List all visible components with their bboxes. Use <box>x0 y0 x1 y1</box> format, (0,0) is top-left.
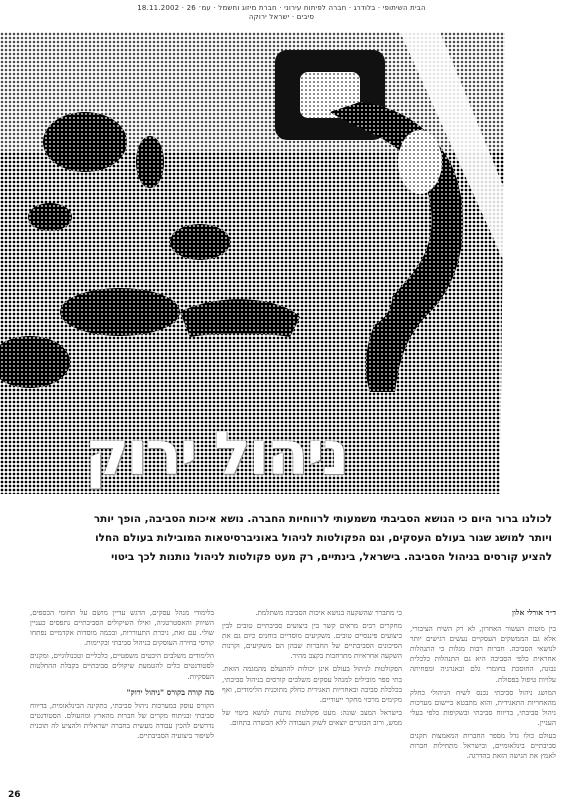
running-header <box>0 0 563 32</box>
article-column-left <box>30 608 214 788</box>
article-headline: ניהול ירוק <box>84 419 348 489</box>
lede-line: ויותר למושג שגור בעולם העסקים, וגם הפקולטות לניהול באוניברסיטאות המובילות בעולם החלו <box>95 532 552 544</box>
article-column-right <box>410 608 556 788</box>
lede-line: לכולנו ברור היום כי הנושא הסביבתי משמעותי לרווחיות החברה. נושא איכות הסביבה, הופך יותר <box>93 513 552 525</box>
paragraph: המושג ניהול סביבתי נכנס לשיח הניהולי כחלק מהאחריות התאגידית, והוא מתבטא ביישום מערכות ניהול סביבתי, בדיווח סביבתי ובשקיפות כלפי בעלי העניין. <box>410 687 556 727</box>
paragraph: הקורס עוסק במערכות ניהול סביבתי, בתקינה הבינלאומית, בדיווח סביבתי ובניתוח מקרים של חברות מהארץ ומהעולם. הסטודנטים נדרשים להכין עבודה מעשית בחברה ישראלית ולהציע לה תוכנית לשיפור ביצועיה הסביבתיים. <box>30 700 214 741</box>
paragraph: בין מוטות העשור האחרון, לא רק השיח הציבורי, אלא גם הממשקים העסקיים נעשים רגישים יותר לנושאי הסביבה. חברות רבות מגלות כי התנהלות אחראית כלפי הסביבה היא גם התנהלות כלכלית נבונה, החוסכת בחומרי גלם ובאנרגיה ומפחיתה עלויות טיפול בפסולת. <box>410 624 556 684</box>
paragraph: הלימודים משלבים היבטים משפטיים, כלכליים וטכנולוגיים, ומקנים לסטודנטים כלים להטמעת שיקולים סביבתיים בקבלת ההחלטות העסקיות. <box>30 651 214 681</box>
paragraph: בישראל המצב שונה: מעט פקולטות נותנות לנושא ביטוי של ממש, ורוב הבוגרים יוצאים לשוק העבודה ללא הכשרה בתחום. <box>222 707 402 727</box>
article-column-middle <box>222 608 402 788</box>
paragraph: כי מתברר שהשקעה בנושא איכות הסביבה משתלמת. <box>255 608 402 617</box>
section-subheading: מה קורה בקורס "ניהול ירוק" <box>126 687 214 697</box>
header-line-2: סיבים · ישראל ירוקה <box>248 13 315 21</box>
lede-line: להציע קורסים בניהול הסביבה. בישראל, בינתיים, רק מעט פקולטות לניהול נותנות לכך ביטוי <box>111 551 552 563</box>
paragraph: בלימודי מנהל עסקים, הדגש עדיין מושם על תחומי הכספים, השיווק והאסטרטגיה, ואילו השיקולים הסביבתיים נתפסים כעניין שולי. עם זאת, ניכרת התעוררות, ובכמה מוסדות אקדמיים נפתחו קורסי בחירה העוסקים בניהול סביבתי ובקיימות. <box>30 608 214 648</box>
author-byline: ד״ר אורלי אלון <box>512 608 556 617</box>
paragraph: מחקרים רבים מראים קשר בין ביצועים סביבתיים טובים לבין ביצועים פיננסיים טובים. משקיעים מוסדיים בוחנים כיום גם את הסיכונים הסביבתיים של החברות שבהן הם משקיעים, וקרנות השקעה אחראיות מתרחבות בקצב מהיר. <box>222 621 402 661</box>
article-lede <box>12 510 552 567</box>
article-photo <box>0 32 563 494</box>
page-number: 26 <box>8 790 21 800</box>
paragraph: בעולם כולו גדל מספר החברות המאמצות תקנים סביבתיים בינלאומיים, ובישראל מתחילות חברות לאמץ את הגישה הזאת בהדרגה. <box>410 731 556 761</box>
paragraph: הפקולטות לניהול בעולם אינן יכולות להתעלם מהמגמה הזאת. בתי ספר מובילים למנהל עסקים משלבים קורסים בניהול סביבתי, בכלכלת סביבה ובאחריות תאגידית כחלק מתוכנית הלימודים, ואף מקימים מרכזי מחקר ייעודיים. <box>222 664 402 704</box>
header-line-1: 18.11.2002 · הבית השיתופי · בלודרג · חברה לפיתוח עירוני · חברת מיזוג וחשמל · עמ׳ 26 <box>137 4 426 12</box>
